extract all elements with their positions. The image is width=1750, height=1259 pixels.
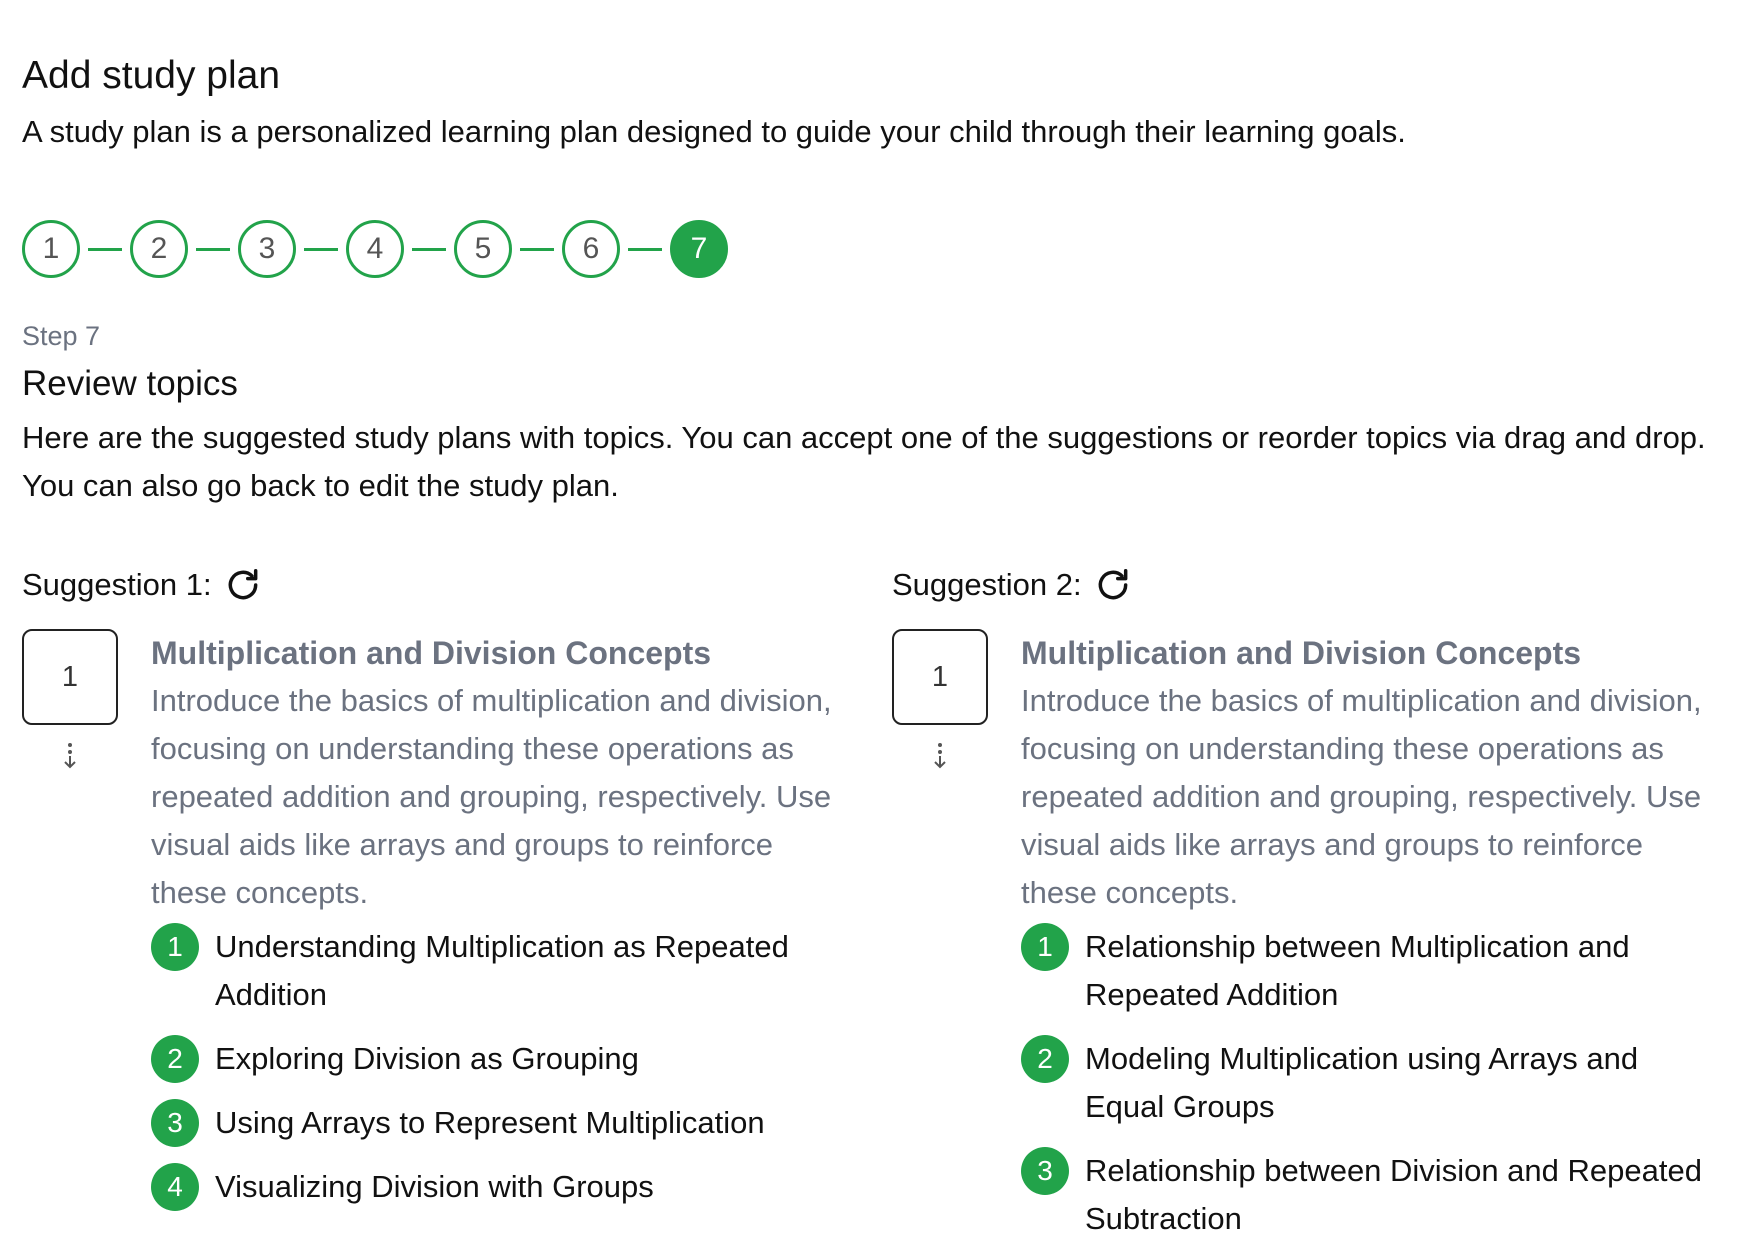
subtopic-number-badge: 2 <box>1021 1035 1069 1083</box>
drag-handle-icon[interactable] <box>928 741 952 775</box>
topic-title: Multiplication and Division Concepts <box>1021 635 1582 671</box>
subtopic-item <box>1021 923 1722 1019</box>
subtopic-item <box>1021 1035 1722 1131</box>
step-5-indicator[interactable]: 5 <box>454 220 512 278</box>
step-connector <box>196 248 230 251</box>
topic-order-input[interactable]: 1 <box>22 629 118 725</box>
step-label: Step 7 <box>22 321 101 351</box>
page-subtitle: A study plan is a personalized learning plan designed to guide your child through their learning goals. <box>22 114 1406 149</box>
subtopic-label: Visualizing Division with Groups <box>215 1169 654 1204</box>
subtopic-label: Relationship between Multiplication and Repeated Addition <box>1085 929 1630 1012</box>
subtopic-item <box>151 923 852 1019</box>
step-connector <box>304 248 338 251</box>
subtopic-list <box>151 923 852 1211</box>
subtopic-label: Exploring Division as Grouping <box>215 1041 639 1076</box>
step-7-indicator-current[interactable]: 7 <box>670 220 728 278</box>
subtopic-item <box>1021 1147 1722 1243</box>
subtopic-number-badge: 4 <box>151 1163 199 1211</box>
step-1-indicator[interactable]: 1 <box>22 220 80 278</box>
subtopic-number-badge: 1 <box>1021 923 1069 971</box>
step-connector <box>88 248 122 251</box>
topic-description: Introduce the basics of multiplication and division, focusing on understanding these operations as repeated addition and grouping, respectively. Use visual aids like arrays and groups to reinforce these concepts. <box>1021 683 1702 910</box>
step-connector <box>412 248 446 251</box>
subtopic-item <box>151 1163 852 1211</box>
step-4-indicator[interactable]: 4 <box>346 220 404 278</box>
subtopic-list <box>1021 923 1722 1243</box>
subtopic-label: Understanding Multiplication as Repeated Addition <box>215 929 789 1012</box>
refresh-icon[interactable] <box>1094 566 1132 604</box>
step-3-indicator[interactable]: 3 <box>238 220 296 278</box>
step-2-indicator[interactable]: 2 <box>130 220 188 278</box>
section-description: Here are the suggested study plans with topics. You can accept one of the suggestions or reorder topics via drag and drop. You can also go back to edit the study plan. <box>22 420 1706 503</box>
step-connector <box>520 248 554 251</box>
suggestion-1-column <box>22 565 852 1227</box>
suggestion-2-header <box>892 565 1722 605</box>
subtopic-label: Using Arrays to Represent Multiplication <box>215 1105 765 1140</box>
topic-order-input[interactable]: 1 <box>892 629 988 725</box>
drag-handle-icon[interactable] <box>58 741 82 775</box>
refresh-icon[interactable] <box>224 566 262 604</box>
topic-body <box>151 629 852 1211</box>
step-connector <box>628 248 662 251</box>
suggestion-2-column <box>892 565 1722 1259</box>
suggestion-1-label: Suggestion 1: <box>22 567 212 602</box>
topic-body <box>1021 629 1722 1243</box>
topic-description: Introduce the basics of multiplication and division, focusing on understanding these operations as repeated addition and grouping, respectively. Use visual aids like arrays and groups to reinforce these concepts. <box>151 683 832 910</box>
topic-title: Multiplication and Division Concepts <box>151 635 712 671</box>
subtopic-number-badge: 3 <box>151 1099 199 1147</box>
page-title: Add study plan <box>22 54 281 97</box>
subtopic-label: Modeling Multiplication using Arrays and Equal Groups <box>1085 1041 1639 1124</box>
subtopic-number-badge: 1 <box>151 923 199 971</box>
subtopic-number-badge: 2 <box>151 1035 199 1083</box>
suggestion-2-label: Suggestion 2: <box>892 567 1082 602</box>
suggestion-1-header <box>22 565 852 605</box>
subtopic-item <box>151 1035 852 1083</box>
subtopic-label: Relationship between Division and Repeated Subtraction <box>1085 1153 1702 1236</box>
step-6-indicator[interactable]: 6 <box>562 220 620 278</box>
subtopic-item <box>151 1099 852 1147</box>
topic-card[interactable] <box>892 629 1722 1243</box>
stepper <box>22 220 728 278</box>
subtopic-number-badge: 3 <box>1021 1147 1069 1195</box>
topic-card[interactable] <box>22 629 852 1211</box>
section-title: Review topics <box>22 364 238 403</box>
